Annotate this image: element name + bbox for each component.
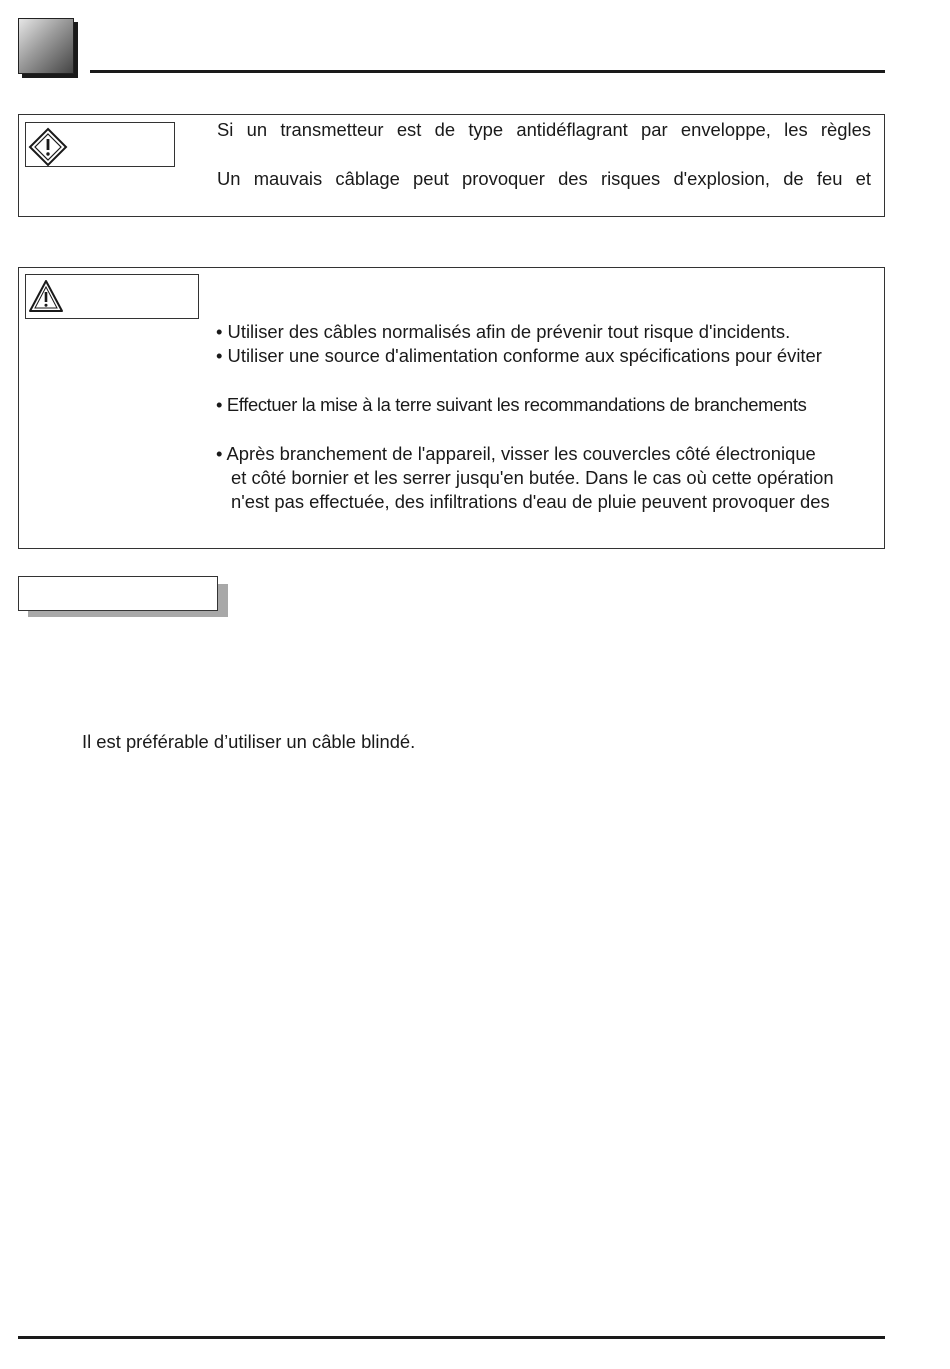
warning-item-2: • Utiliser une source d'alimentation conforme aux spécifications pour éviter: [216, 345, 822, 366]
footer-rule: [18, 1336, 885, 1339]
body-text: Il est préférable d’utiliser un câble blindé.: [82, 731, 416, 752]
warning-item-1: • Utiliser des câbles normalisés afin de prévenir tout risque d'incidents.: [216, 321, 791, 342]
caution-diamond-icon: [28, 127, 68, 167]
warning-item-3: • Effectuer la mise à la terre suivant les recommandations de branchements: [216, 394, 807, 415]
warning-item-4-line-3: n'est pas effectuée, des infiltrations d'eau de pluie peuvent provoquer des: [231, 491, 830, 512]
caution-line-2: Un mauvais câblage peut provoquer des risques d'explosion, de feu et: [217, 168, 871, 189]
warning-box: [18, 267, 885, 549]
caution-label-box: [25, 122, 175, 167]
warning-triangle-icon: [28, 279, 68, 315]
header-rule: [90, 70, 885, 73]
caution-box: [18, 114, 885, 217]
chapter-tab: [18, 18, 74, 74]
warning-label-box: [25, 274, 199, 319]
warning-item-4-line-2: et côté bornier et les serrer jusqu'en butée. Dans le cas où cette opération: [231, 467, 834, 488]
section-heading-box: [18, 576, 228, 617]
caution-line-1: Si un transmetteur est de type antidéflagrant par enveloppe, les règles: [217, 119, 871, 140]
warning-item-4: • Après branchement de l'appareil, visser les couvercles côté électronique: [216, 443, 816, 464]
